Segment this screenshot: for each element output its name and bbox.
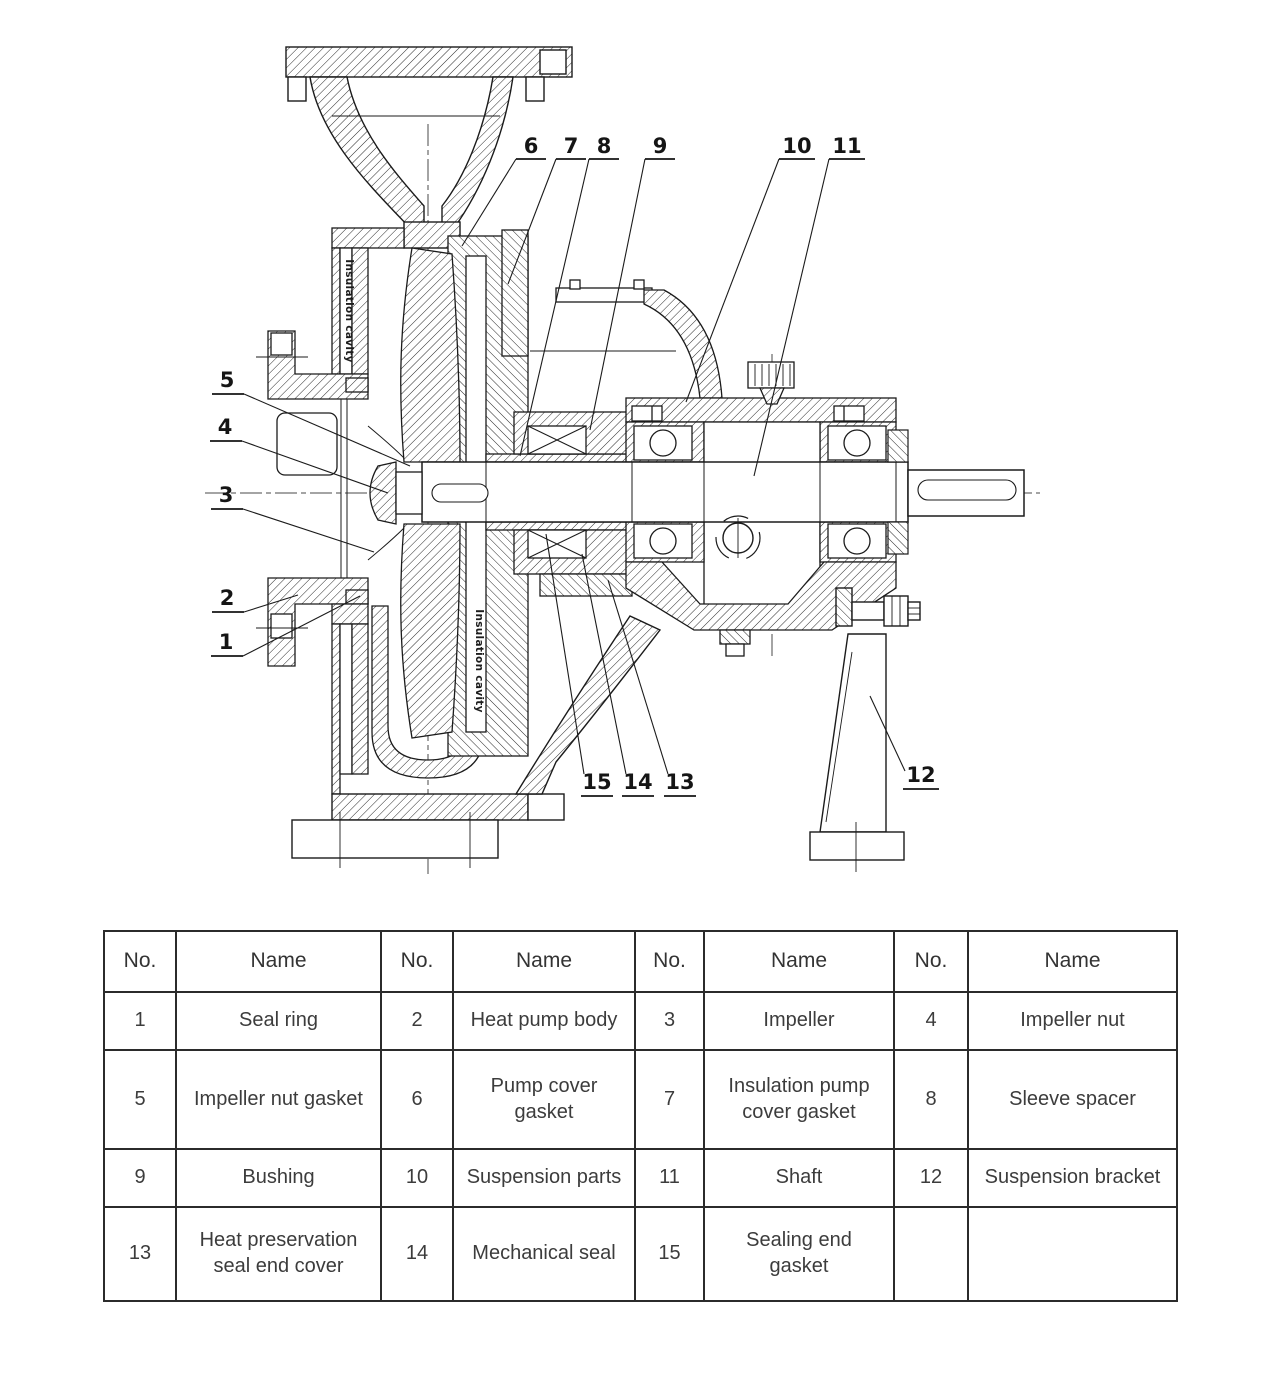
cell-name: Impeller nut gasket xyxy=(176,1050,381,1149)
cell-name: Suspension bracket xyxy=(968,1149,1177,1207)
callout-12: 12 xyxy=(906,763,936,787)
callout-10: 10 xyxy=(782,134,812,158)
cell-no: 11 xyxy=(635,1149,704,1207)
foundation-base xyxy=(292,794,564,868)
header-no-2: No. xyxy=(381,931,453,992)
cell-no: 3 xyxy=(635,992,704,1050)
impeller-nut xyxy=(370,462,422,524)
cell-no: 10 xyxy=(381,1149,453,1207)
cell-name: Seal ring xyxy=(176,992,381,1050)
cell-name xyxy=(968,1207,1177,1301)
cell-no: 14 xyxy=(381,1207,453,1301)
cell-no: 7 xyxy=(635,1050,704,1149)
pump-cross-section-drawing xyxy=(0,6,1276,886)
callout-3: 3 xyxy=(218,483,234,507)
cell-name: Impeller xyxy=(704,992,894,1050)
callout-8: 8 xyxy=(596,134,612,158)
leader-3 xyxy=(243,509,374,552)
suction-funnel xyxy=(310,77,513,248)
cell-name: Sealing end gasket xyxy=(704,1207,894,1301)
callout-15: 15 xyxy=(582,770,612,794)
header-name-3: Name xyxy=(704,931,894,992)
callout-5: 5 xyxy=(219,368,235,392)
header-no-3: No. xyxy=(635,931,704,992)
cell-name: Pump cover gasket xyxy=(453,1050,635,1149)
callout-6: 6 xyxy=(523,134,539,158)
cell-no: 2 xyxy=(381,992,453,1050)
callout-4: 4 xyxy=(217,415,233,439)
cell-name: Impeller nut xyxy=(968,992,1177,1050)
callout-9: 9 xyxy=(652,134,668,158)
cell-name: Heat pump body xyxy=(453,992,635,1050)
header-name-4: Name xyxy=(968,931,1177,992)
cell-no: 13 xyxy=(104,1207,176,1301)
header-name-2: Name xyxy=(453,931,635,992)
cell-no: 1 xyxy=(104,992,176,1050)
cell-no: 4 xyxy=(894,992,968,1050)
callout-14: 14 xyxy=(623,770,653,794)
callout-1: 1 xyxy=(218,630,234,654)
cell-name: Suspension parts xyxy=(453,1149,635,1207)
table-row xyxy=(104,992,1177,1050)
insulation-cavity-label-bottom: Insulation cavity xyxy=(473,609,485,713)
table-row xyxy=(104,1050,1177,1149)
header-no-1: No. xyxy=(104,931,176,992)
cell-no: 5 xyxy=(104,1050,176,1149)
header-no-4: No. xyxy=(894,931,968,992)
cell-name: Sleeve spacer xyxy=(968,1050,1177,1149)
cell-name: Bushing xyxy=(176,1149,381,1207)
callout-2: 2 xyxy=(219,586,235,610)
leader-7 xyxy=(508,159,556,284)
leader-5 xyxy=(244,394,410,466)
cell-no: 15 xyxy=(635,1207,704,1301)
callout-7: 7 xyxy=(563,134,579,158)
cell-name: Mechanical seal xyxy=(453,1207,635,1301)
leader-4 xyxy=(242,441,388,493)
cell-no: 12 xyxy=(894,1149,968,1207)
parts-table-header-row xyxy=(104,931,1177,992)
parts-table xyxy=(103,930,1178,1302)
cell-no: 6 xyxy=(381,1050,453,1149)
callout-13: 13 xyxy=(665,770,695,794)
cell-name: Insulation pump cover gasket xyxy=(704,1050,894,1149)
table-row xyxy=(104,1149,1177,1207)
pump-body-upper-wall xyxy=(332,228,404,374)
cell-name: Heat preservation seal end cover xyxy=(176,1207,381,1301)
table-row xyxy=(104,1207,1177,1301)
cell-no: 9 xyxy=(104,1149,176,1207)
cell-no: 8 xyxy=(894,1050,968,1149)
header-name-1: Name xyxy=(176,931,381,992)
pump-body-lower-wall xyxy=(332,604,368,794)
cell-no xyxy=(894,1207,968,1301)
cell-name: Shaft xyxy=(704,1149,894,1207)
insulation-cavity-label-top: Insulation cavity xyxy=(343,259,355,363)
callout-11: 11 xyxy=(832,134,862,158)
